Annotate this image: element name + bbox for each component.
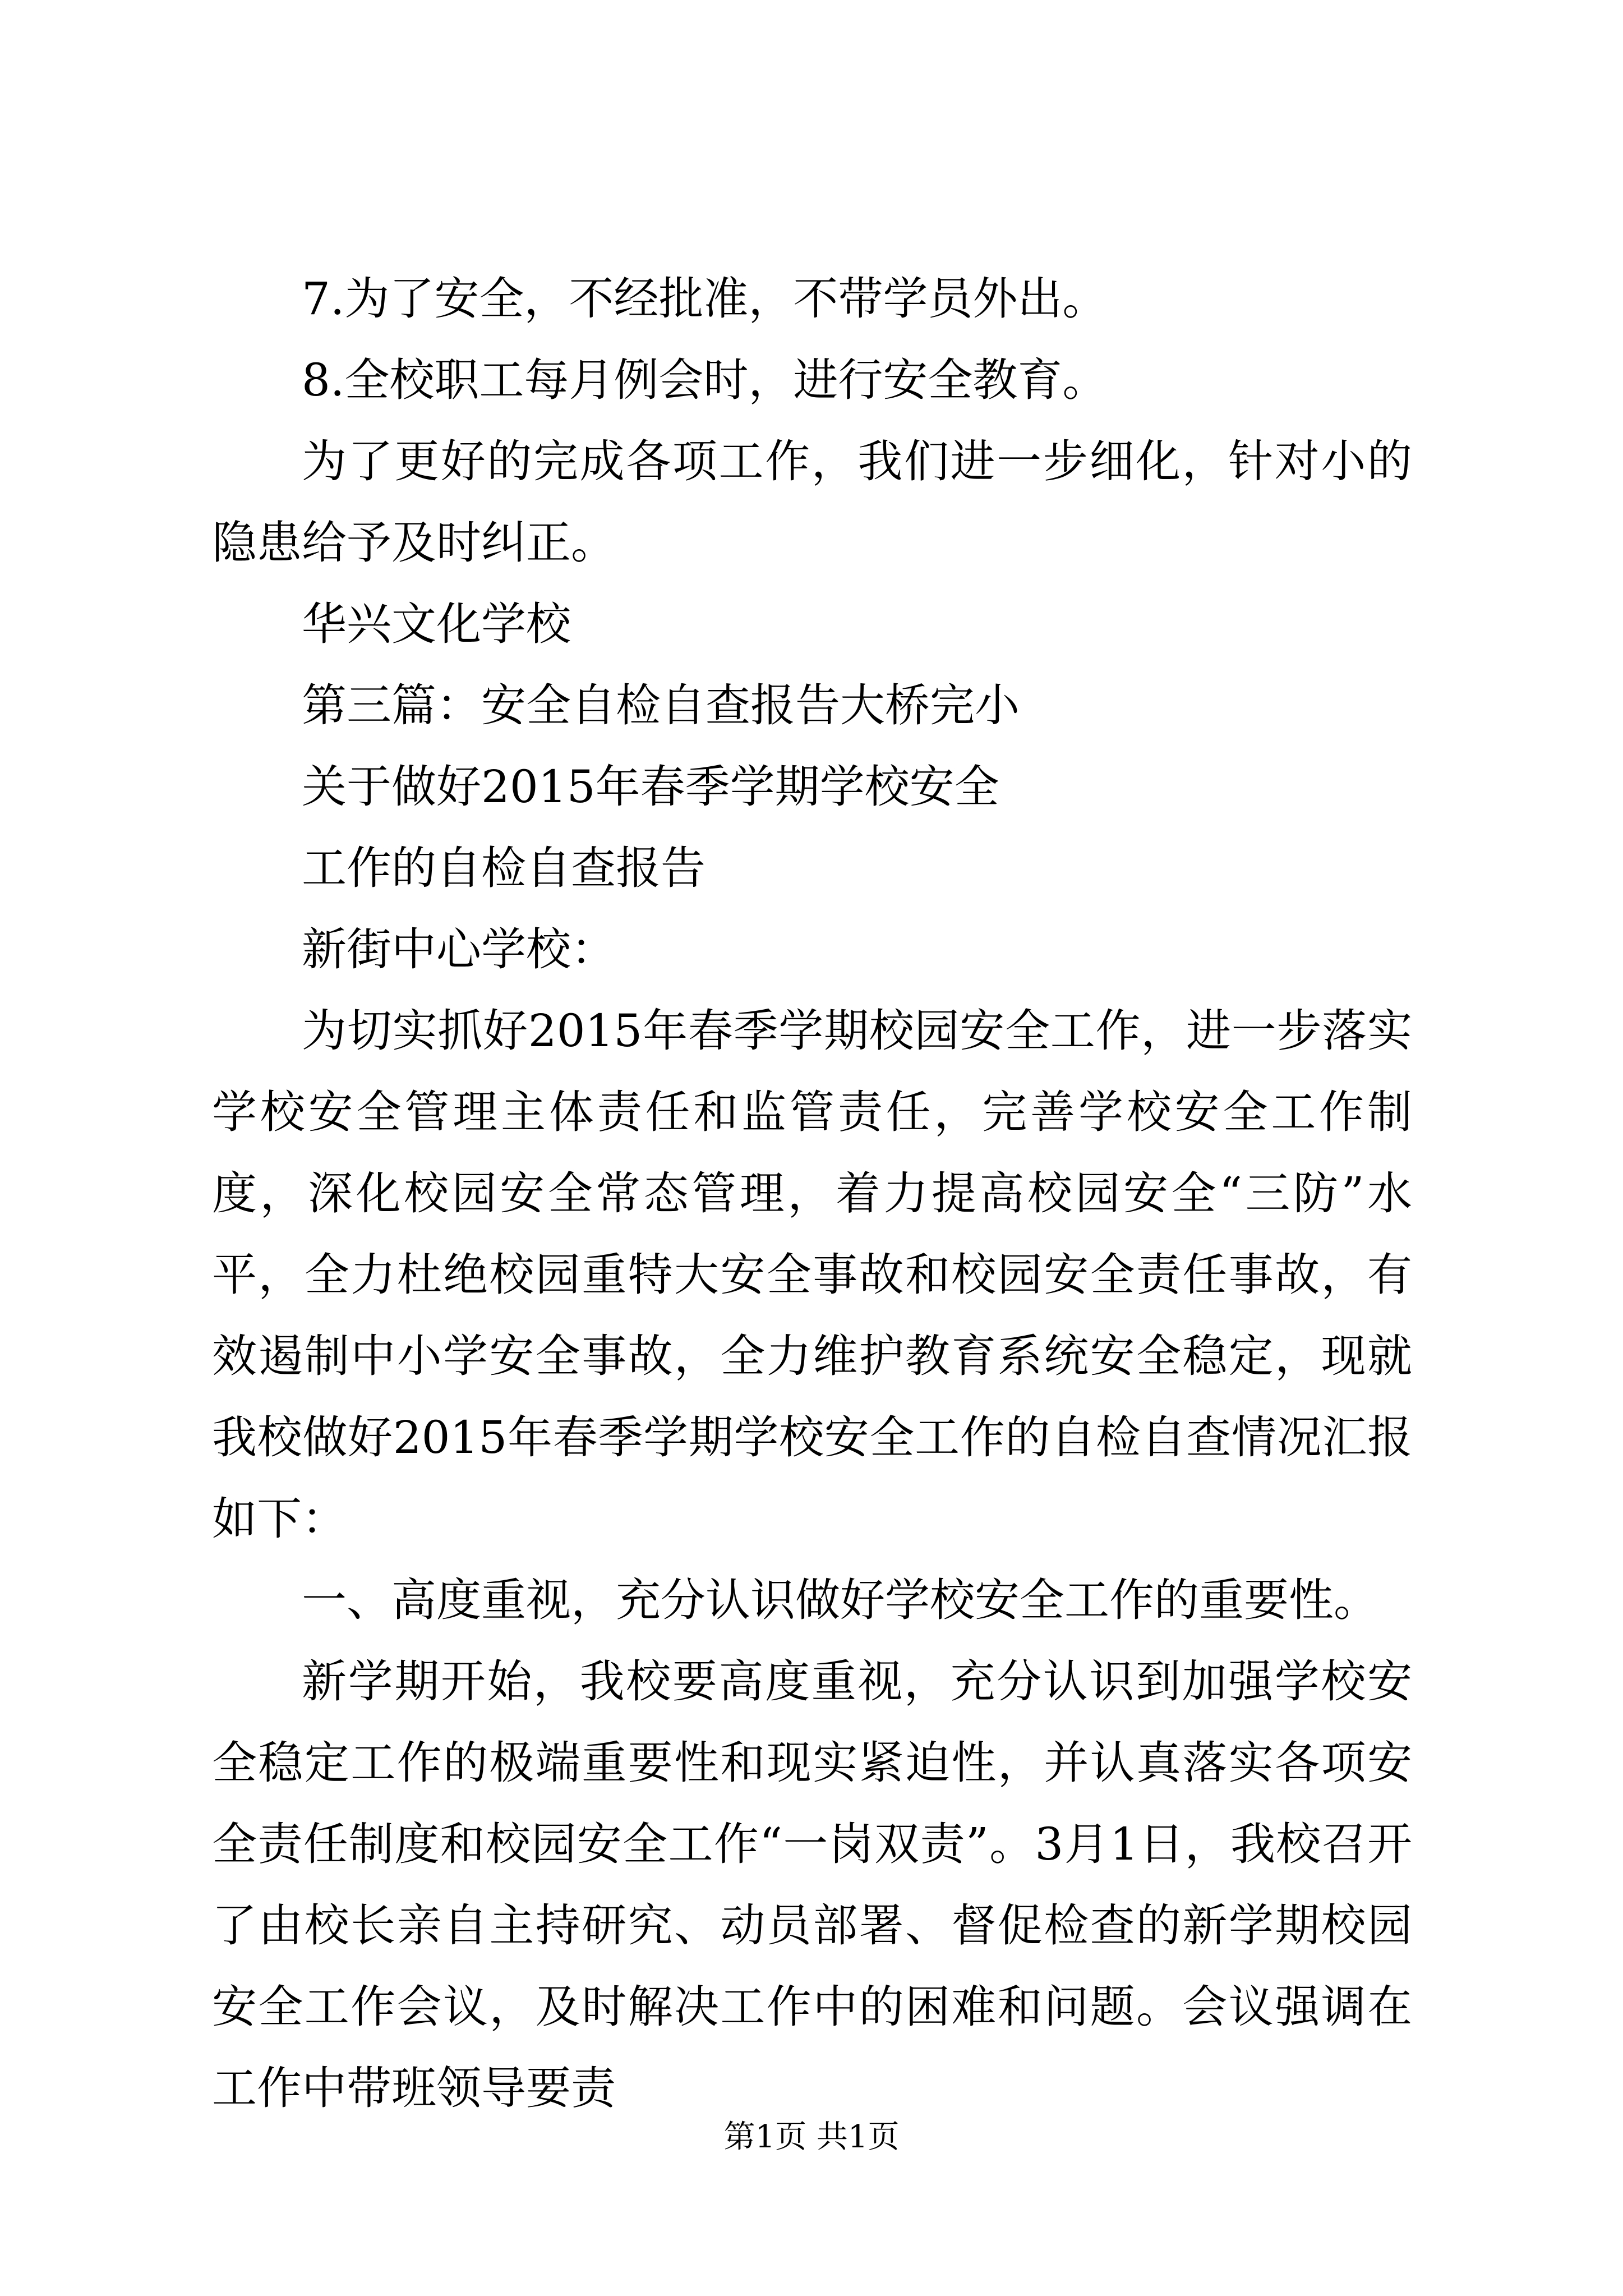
paragraph-item-8: 8.全校职工每月例会时，进行安全教育。 [302,354,1108,406]
document-body [212,258,1412,2129]
paragraph-summary: 为了更好的完成各项工作，我们进一步细化，针对小的隐患给予及时纠正。 [212,435,1412,569]
paragraph-school-signature: 华兴文化学校 [302,598,571,650]
addressee: 新街中心学校： [302,923,616,976]
page-footer: 第1页 共1页 [723,2119,900,2155]
report-title-line-1: 关于做好2015年春季学期学校安全 [302,761,999,813]
subheading-one: 一、高度重视，充分认识做好学校安全工作的重要性。 [302,1574,1378,1626]
paragraph-item-7: 7.为了安全，不经批准，不带学员外出。 [302,273,1108,325]
section-heading: 第三篇：安全自检自查报告大桥完小 [302,679,1020,731]
paragraph-intro: 为切实抓好2015年春季学期校园安全工作，进一步落实学校安全管理主体责任和监管责任，完善学校安全工作制度，深化校园安全常态管理，着力提高校园安全“三防”水平，全力杜绝校园重特大安全事故和校园安全责任事故，有效遏制中小学安全事故，全力维护教育系统安全稳定，现就我校做好2015年春季学期学校安全工作的自检自查情况汇报如下： [212,1005,1412,1545]
report-title-line-2: 工作的自检自查报告 [302,842,706,894]
paragraph-body: 新学期开始，我校要高度重视，充分认识到加强学校安全稳定工作的极端重要性和现实紧迫性，并认真落实各项安全责任制度和校园安全工作“一岗双责”。3月1日，我校召开了由校长亲自主持研究、动员部署、督促检查的新学期校园安全工作会议，及时解决工作中的困难和问题。会议强调在工作中带班领导要责 [212,1655,1412,2114]
